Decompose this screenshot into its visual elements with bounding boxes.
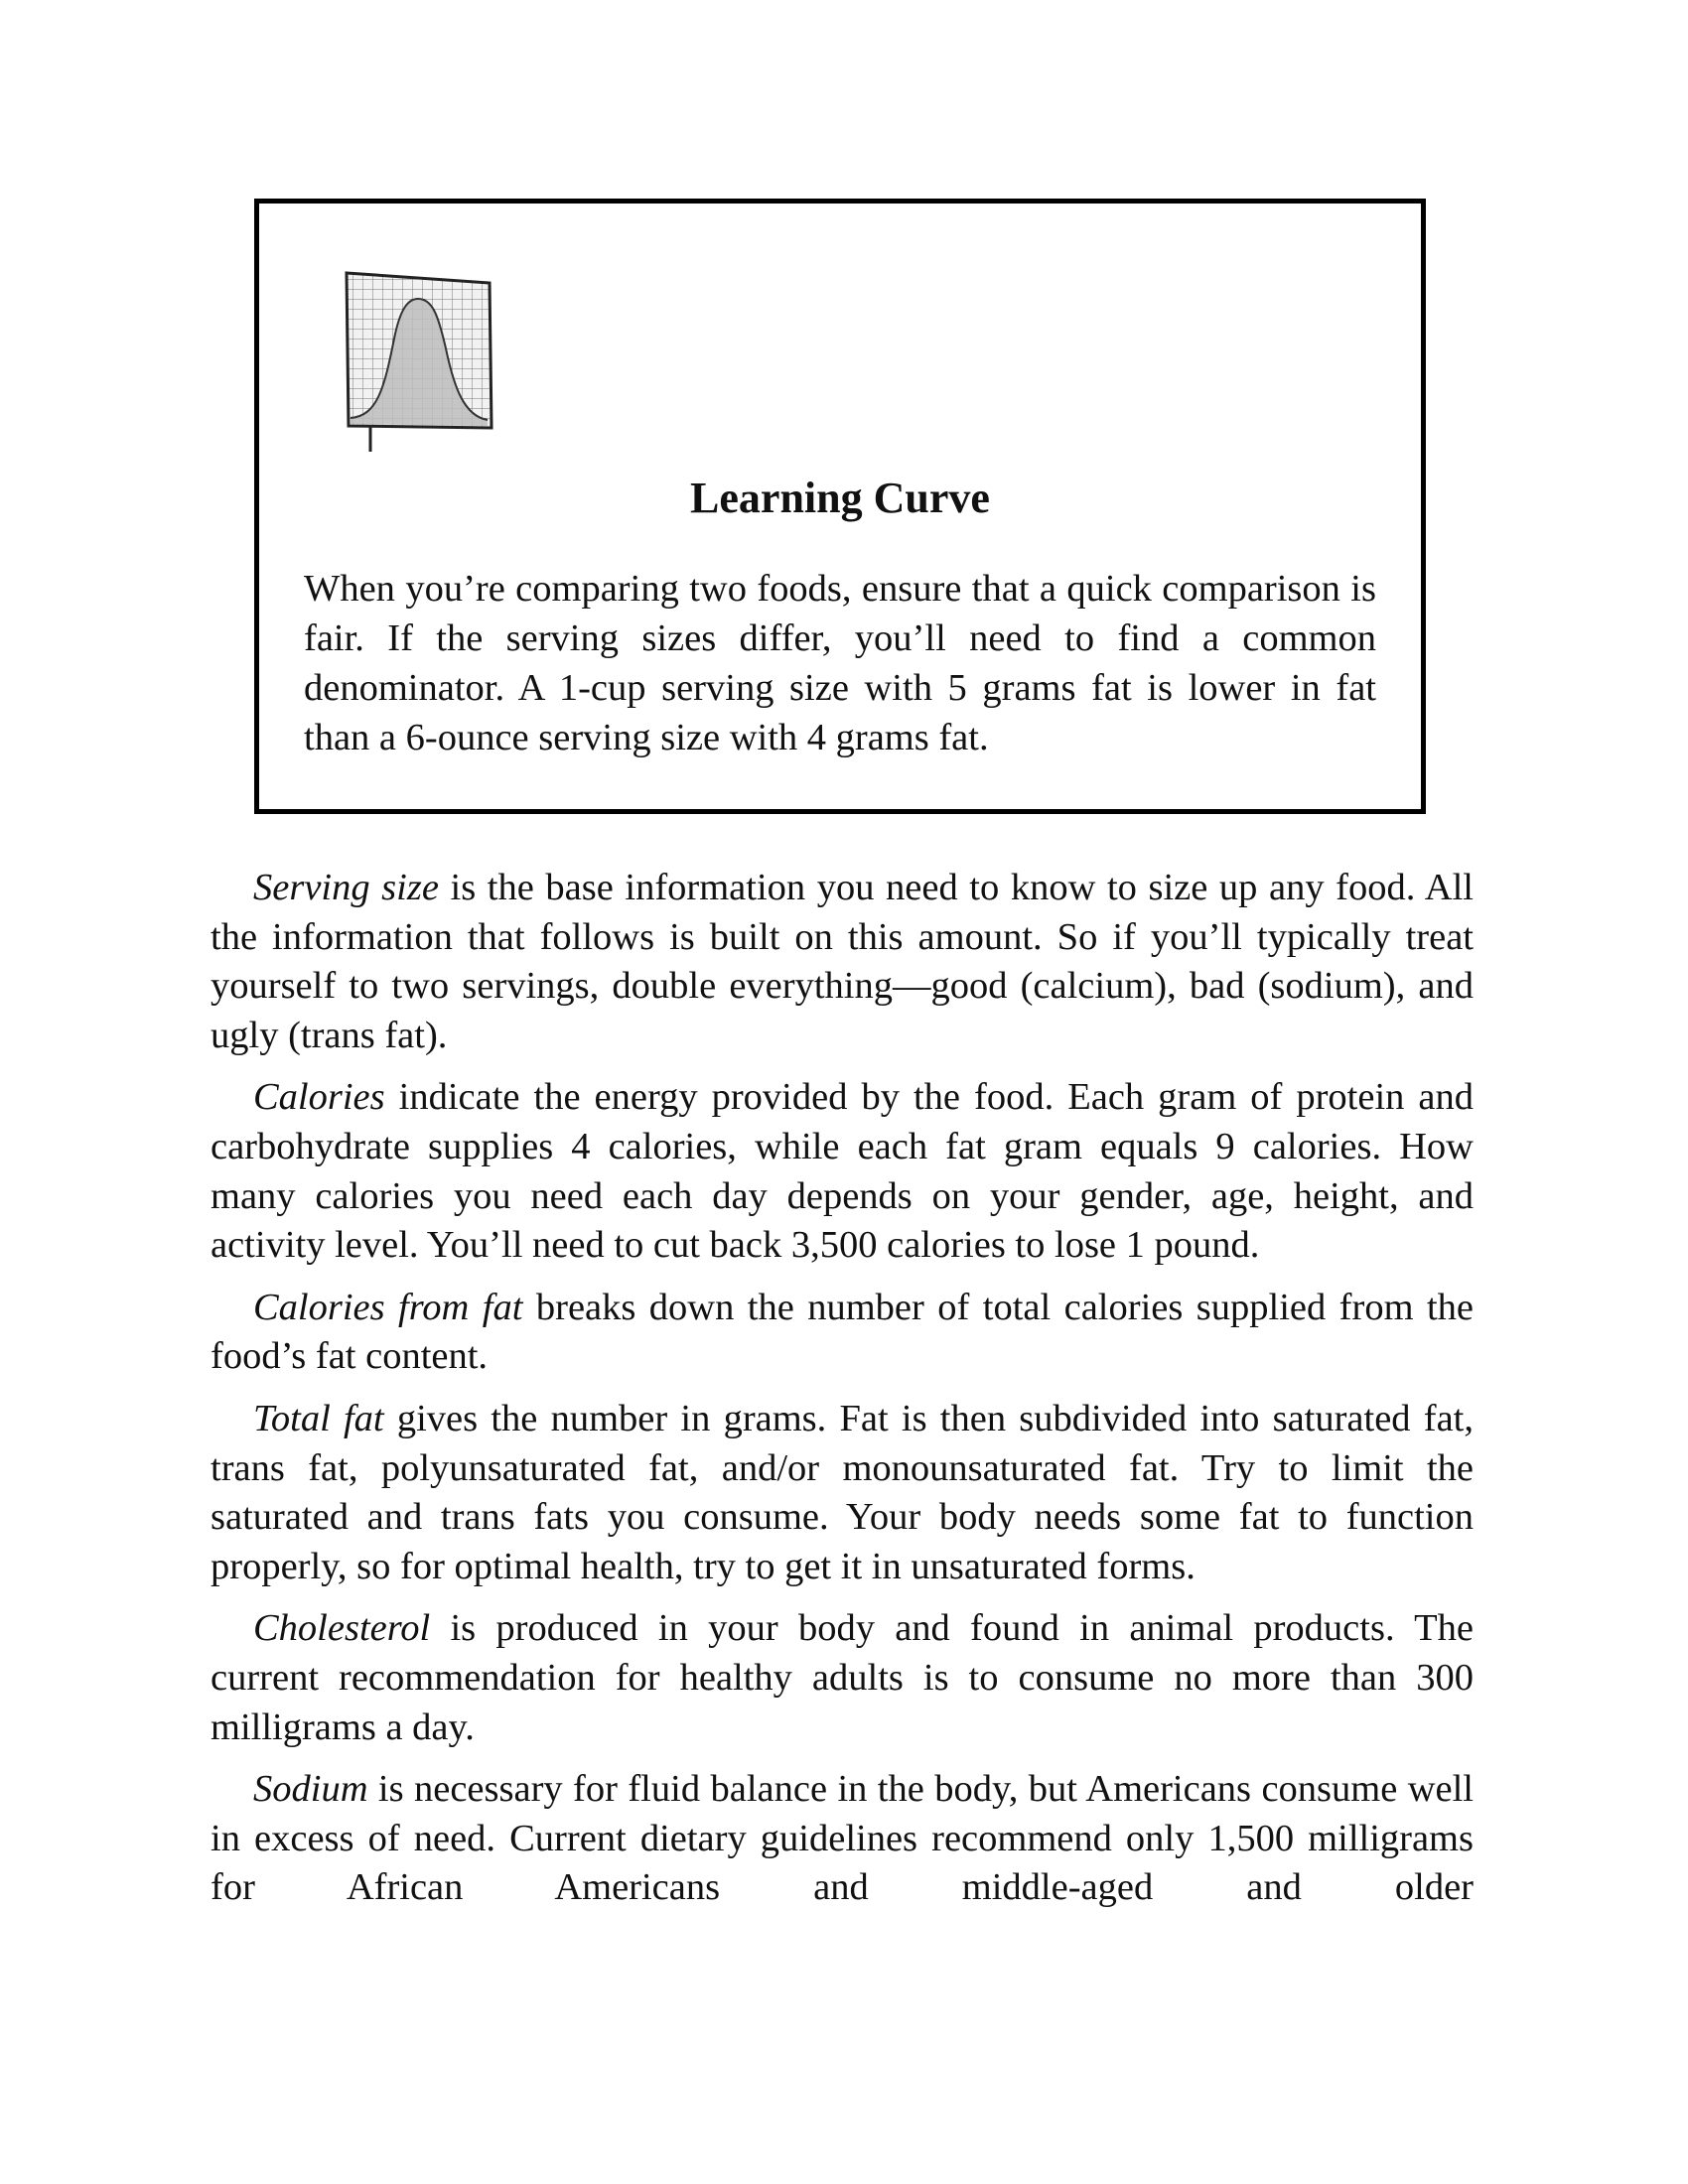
bell-curve-graph-icon [343, 269, 495, 453]
paragraph-cholesterol [211, 1604, 1474, 1752]
paragraph-calories-from-fat [211, 1284, 1474, 1382]
learning-curve-sidebar [254, 199, 1426, 814]
paragraph-serving-size [211, 864, 1474, 1060]
body-text [211, 864, 1474, 1926]
term-total-fat: Total fat [253, 1397, 384, 1439]
paragraph-text: is the base information you need to know to size up any food. All the information that follows is built on this amount. So if you’ll typically treat yourself to two servings, double everything—good (calcium), bad (sodium), and ugly (trans fat). [211, 867, 1474, 1056]
term-calories: Calories [253, 1076, 385, 1119]
paragraph-text: gives the number in grams. Fat is then subdivided into saturated fat, trans fat, polyunsaturated fat, and/or monounsaturated fat. Try to limit the saturated and trans fats you consume. Your body needs some fat to function properly, so for optimal health, try to get it in unsaturated forms. [211, 1397, 1474, 1587]
sidebar-text: When you’re comparing two foods, ensure that a quick comparison is fair. If the serving sizes differ, you’ll need to find a common denominator. A 1-cup serving size with 5 grams fat is lower in fat than a 6-ounce serving size with 4 grams fat. [304, 568, 1376, 758]
term-cholesterol: Cholesterol [253, 1607, 431, 1650]
paragraph-total-fat [211, 1395, 1474, 1591]
sidebar-title: Learning Curve [690, 474, 990, 522]
paragraph-text: is necessary for fluid balance in the body, but Americans consume well in excess of need. Current dietary guidelines recommend only 1,500 milligrams for African Americans and middle-aged and older [211, 1768, 1474, 1909]
paragraph-calories [211, 1073, 1474, 1270]
term-serving-size: Serving size [253, 867, 439, 908]
term-calories-from-fat: Calories from fat [253, 1286, 523, 1328]
paragraph-sodium [211, 1765, 1474, 1913]
paragraph-text: indicate the energy provided by the food. Each gram of protein and carbohydrate supplies 4 calories, while each fat gram equals 9 calories. How many calories you need each day depends on your gender, age, height, and activity level. You’ll need to cut back 3,500 calories to lose 1 pound. [211, 1076, 1474, 1267]
paragraph-text: is produced in your body and found in animal products. The current recommendation for healthy adults is to consume no more than 300 milligrams a day. [211, 1607, 1474, 1748]
term-sodium: Sodium [253, 1768, 368, 1811]
paragraph-text: breaks down the number of total calories supplied from the food’s fat content. [211, 1286, 1474, 1378]
